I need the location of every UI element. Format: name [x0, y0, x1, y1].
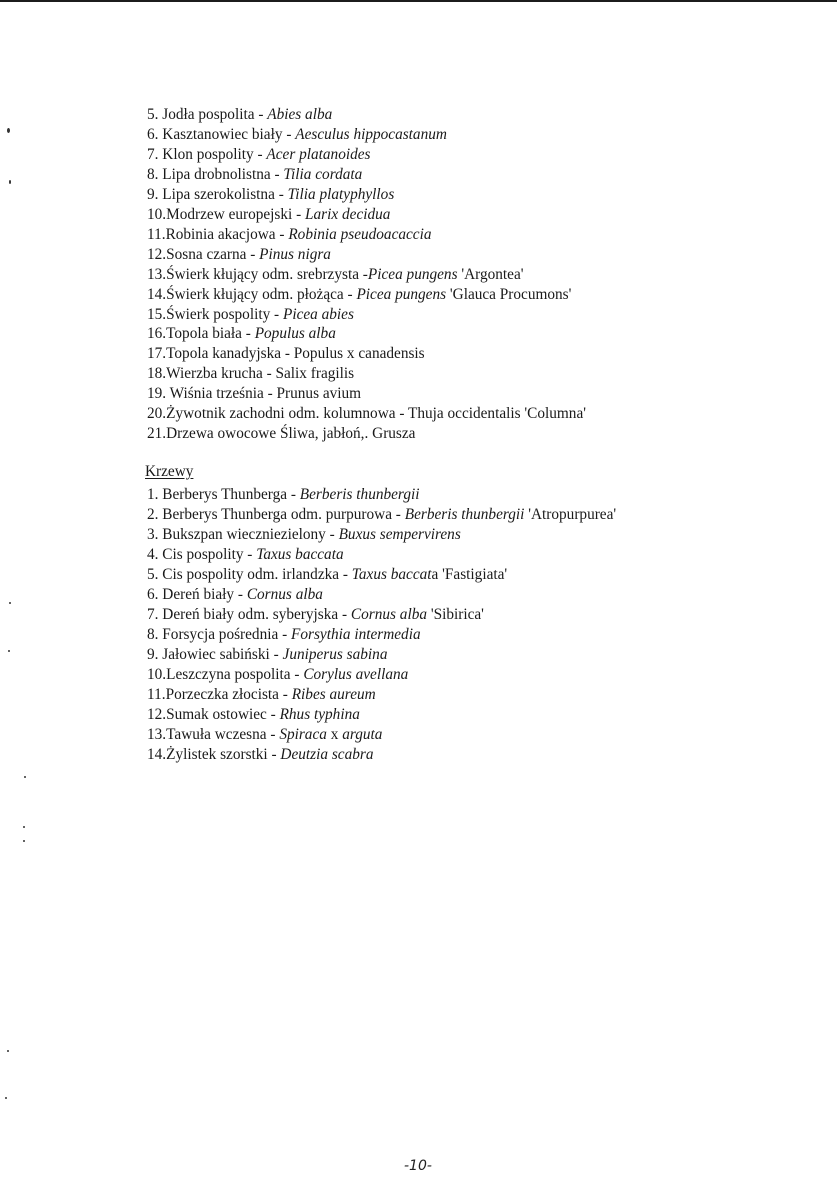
common-name: Leszczyna pospolita -: [166, 666, 304, 683]
latin-name: Tilia platyphyllos: [287, 185, 395, 203]
scan-speck: [8, 650, 10, 652]
cultivar-name: x: [326, 726, 343, 743]
item-number: 16.: [147, 325, 167, 343]
list-item: [147, 145, 586, 165]
item-number: 17.: [147, 345, 167, 363]
scan-speck: [23, 826, 25, 828]
common-name: Berberys Thunberga -: [162, 486, 300, 503]
list-item: [147, 205, 586, 225]
list-item: [147, 685, 616, 705]
item-number: 9.: [147, 185, 163, 203]
scan-speck: [7, 128, 10, 133]
item-number: 7.: [147, 145, 163, 163]
list-item: [147, 725, 616, 745]
item-number: 15.: [147, 305, 167, 323]
common-name: Forsycja pośrednia -: [162, 626, 292, 643]
cultivar-name: 'Sibirica': [427, 606, 484, 623]
common-name: Wiśnia trześnia - Prunus avium: [169, 385, 362, 403]
item-number: 11.: [147, 686, 166, 703]
page-top-edge: [0, 0, 837, 2]
common-name: Berberys Thunberga odm. purpurowa -: [162, 506, 405, 523]
latin-name: Buxus sempervirens: [338, 526, 461, 543]
list-item: [147, 265, 586, 285]
list-item: [147, 525, 616, 545]
list-item: [147, 705, 616, 725]
item-number: 6.: [147, 586, 163, 603]
list-item: [147, 404, 586, 424]
list-item: [147, 125, 586, 145]
latin-name: Picea pungens: [367, 265, 458, 283]
scan-speck: [23, 840, 25, 842]
page-number: -10-: [404, 1158, 432, 1174]
item-number: 14.: [147, 285, 167, 303]
item-number: 8.: [147, 626, 163, 643]
cultivar-name: a 'Fastigiata': [431, 566, 508, 583]
common-name: Świerk kłujący odm. srebrzysta -: [166, 265, 368, 283]
common-name: Modrzew europejski -: [166, 205, 306, 223]
common-name: Wierzba krucha - Salix fragilis: [166, 365, 355, 383]
latin-name: Forsythia intermedia: [291, 626, 421, 643]
item-number: 13.: [147, 265, 167, 283]
item-number: 5.: [147, 106, 163, 123]
common-name: Dereń biały -: [162, 586, 247, 603]
latin-name: Berberis thunbergii: [299, 486, 420, 503]
shrubs-heading: Krzewy: [145, 463, 194, 480]
scan-speck: [5, 1097, 7, 1099]
latin-name: Juniperus sabina: [282, 646, 388, 663]
list-item: [147, 105, 586, 125]
latin-name: Cornus alba: [350, 606, 427, 623]
item-number: 12.: [147, 706, 167, 723]
item-number: 6.: [147, 125, 163, 143]
latin-name: Rhus typhina: [279, 706, 360, 723]
item-number: 10.: [147, 666, 167, 683]
list-item: [147, 665, 616, 685]
item-number: 12.: [147, 245, 167, 263]
latin-name: Robinia pseudoacaccia: [288, 225, 432, 243]
common-name: Cis pospolity odm. irlandzka -: [162, 566, 352, 583]
latin-name: Picea abies: [282, 305, 354, 323]
common-name: Jodła pospolita -: [162, 106, 268, 123]
common-name: Topola kanadyjska - Populus x canadensis: [166, 345, 425, 363]
list-item: [147, 225, 586, 245]
list-item: [147, 245, 586, 265]
common-name: Kasztanowiec biały -: [162, 125, 296, 143]
common-name: Cis pospolity -: [162, 546, 257, 563]
item-number: 7.: [147, 606, 163, 623]
list-item: [147, 305, 586, 325]
common-name: Żylistek szorstki -: [166, 746, 281, 763]
latin-name: Spiraca: [279, 726, 327, 743]
item-number: 21.: [147, 425, 167, 443]
list-item: [147, 565, 616, 585]
item-number: 11.: [147, 225, 166, 243]
item-number: 19.: [147, 385, 170, 403]
latin-name: Pinus nigra: [259, 245, 331, 263]
common-name: Bukszpan wieczniezielony -: [162, 526, 339, 543]
common-name: Tawuła wczesna -: [166, 726, 280, 743]
scan-speck: [9, 180, 11, 184]
latin-name: Aesculus hippocastanum: [295, 125, 447, 143]
list-item: [147, 545, 616, 565]
list-item: [147, 585, 616, 605]
scan-speck: [7, 1050, 9, 1052]
common-name: Robinia akacjowa -: [165, 225, 289, 243]
item-number: 3.: [147, 526, 163, 543]
list-item: [147, 364, 586, 384]
list-item: [147, 324, 586, 344]
latin-name: Ribes aureum: [291, 686, 376, 703]
list-item: [147, 185, 586, 205]
list-item: [147, 645, 616, 665]
item-number: 5.: [147, 566, 163, 583]
cultivar-name: 'Argontea': [457, 265, 524, 283]
latin-name: Populus alba: [254, 325, 336, 343]
shrubs-list: [147, 485, 616, 765]
list-item: [147, 165, 586, 185]
item-number: 2.: [147, 506, 163, 523]
list-item: [147, 605, 616, 625]
item-number: 20.: [147, 405, 167, 423]
common-name: Żywotnik zachodni odm. kolumnowa - Thuja occidentalis 'Columna': [166, 405, 586, 423]
list-item: [147, 344, 586, 364]
latin-name: Berberis thunbergii: [404, 506, 525, 523]
latin-name: Tilia cordata: [283, 165, 363, 183]
common-name: Świerk pospolity -: [166, 305, 283, 323]
list-item: [147, 625, 616, 645]
latin-name: Taxus baccata: [256, 546, 344, 563]
latin-name: Deutzia scabra: [280, 746, 374, 763]
trees-list: [147, 105, 586, 444]
item-number: 8.: [147, 165, 163, 183]
latin-name: Acer platanoides: [266, 145, 371, 163]
list-item: [147, 745, 616, 765]
common-name: Drzewa owocowe Śliwa, jabłoń,. Grusza: [166, 425, 416, 443]
common-name: Lipa drobnolistna -: [162, 165, 284, 183]
list-item: [147, 285, 586, 305]
item-number: 13.: [147, 726, 167, 743]
list-item: [147, 485, 616, 505]
scan-speck: [9, 602, 11, 604]
scan-speck: [24, 776, 26, 778]
common-name: Lipa szerokolistna -: [162, 185, 288, 203]
latin-name: Picea pungens: [356, 285, 447, 303]
common-name: Dereń biały odm. syberyjska -: [162, 606, 351, 623]
item-number: 9.: [147, 646, 163, 663]
list-item: [147, 505, 616, 525]
latin-name: Abies alba: [267, 106, 333, 123]
latin-name: arguta: [342, 726, 383, 743]
latin-name: Larix decidua: [305, 205, 391, 223]
item-number: 18.: [147, 365, 167, 383]
common-name: Topola biała -: [166, 325, 255, 343]
latin-name: Cornus alba: [246, 586, 323, 603]
latin-name: Corylus avellana: [303, 666, 409, 683]
common-name: Klon pospolity -: [162, 145, 267, 163]
latin-name: Taxus baccat: [351, 566, 432, 583]
list-item: [147, 424, 586, 444]
common-name: Porzeczka złocista -: [165, 686, 292, 703]
item-number: 10.: [147, 205, 167, 223]
common-name: Sosna czarna -: [166, 245, 260, 263]
item-number: 4.: [147, 546, 163, 563]
list-item: [147, 384, 586, 404]
common-name: Świerk kłujący odm. płożąca -: [166, 285, 357, 303]
item-number: 1.: [147, 486, 163, 503]
cultivar-name: 'Atropurpurea': [524, 506, 617, 523]
item-number: 14.: [147, 746, 167, 763]
cultivar-name: 'Glauca Procumons': [446, 285, 572, 303]
common-name: Jałowiec sabiński -: [162, 646, 283, 663]
common-name: Sumak ostowiec -: [166, 706, 280, 723]
